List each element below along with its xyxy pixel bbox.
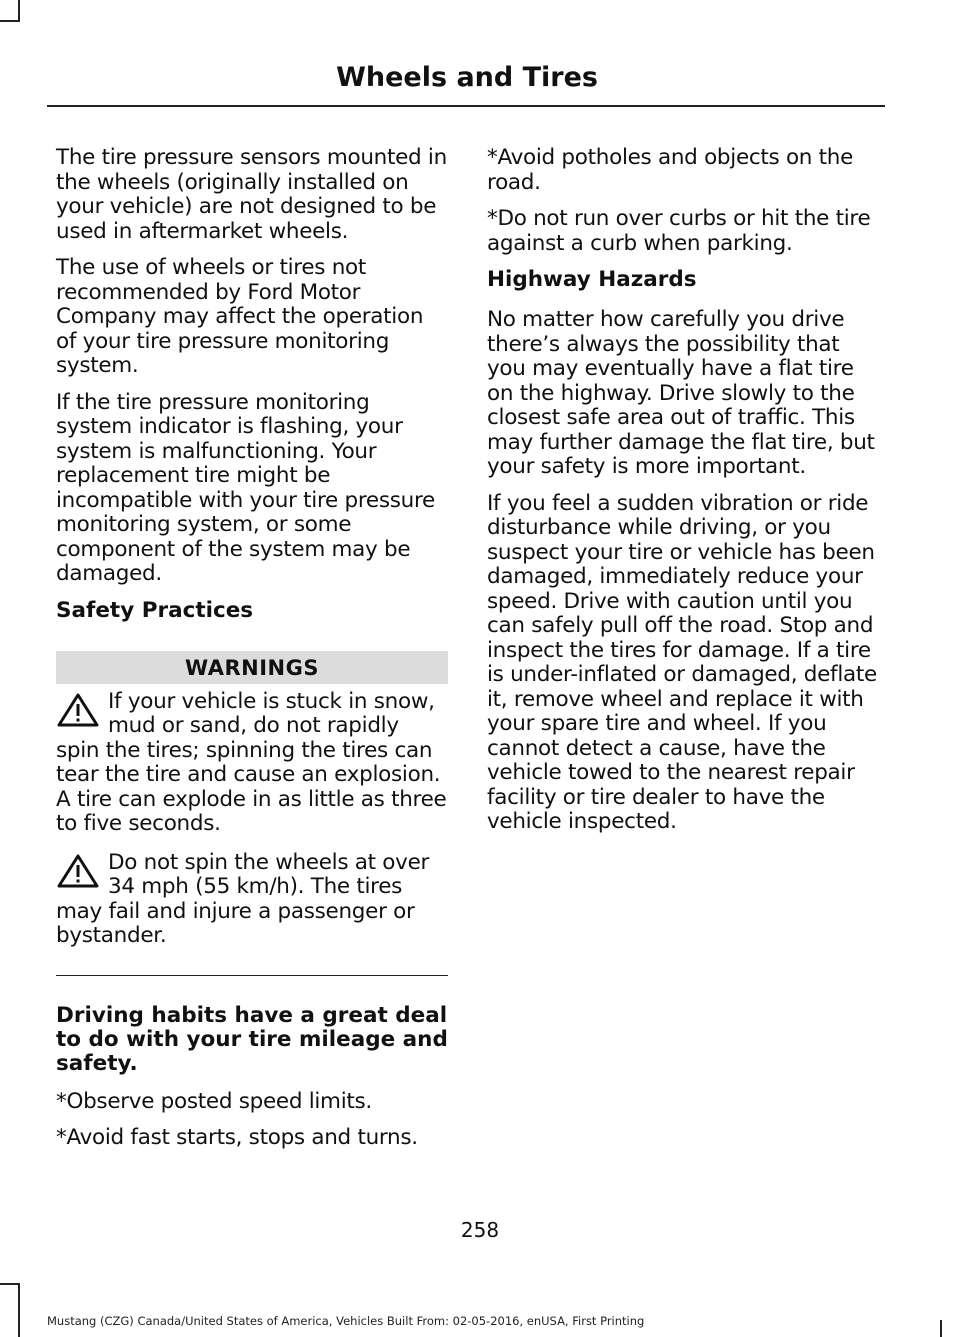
heading-highway-hazards: Highway Hazards bbox=[487, 267, 697, 292]
crop-mark-top-left-v bbox=[18, 0, 20, 22]
tip-fast-starts: *Avoid fast starts, stops and turns. bbox=[56, 1125, 418, 1150]
warning-item-stuck bbox=[56, 690, 448, 837]
heading-driving-habits: Driving habits have a great deal to do with your tire mileage and safety. bbox=[56, 1002, 448, 1076]
paragraph-wheels-not-recommended: The use of wheels or tires not recommended by Ford Motor Company may affect the operation of your tire pressure monitoring system. bbox=[56, 255, 424, 378]
page-header-title: Wheels and Tires bbox=[336, 62, 598, 93]
warning-triangle-icon bbox=[56, 692, 100, 728]
crop-mark-bottom-right-v bbox=[940, 1320, 942, 1337]
paragraph-vibration: If you feel a sudden vibration or ride disturbance while driving, or you suspect your tire or vehicle has been damaged, immediately reduce your speed. Drive with caution until you can safely pull off the road. Stop and inspect the tires for damage. If a tire is under-inflated or damaged, deflate it, remove wheel and replace it with your spare tire and wheel. If you cannot detect a cause, have the vehicle towed to the nearest repair facility or tire dealer to have the vehicle inspected. bbox=[487, 490, 877, 834]
crop-mark-bottom-left-v bbox=[18, 1283, 20, 1337]
paragraph-flat-tire: No matter how carefully you drive there’s always the possibility that you may eventually have a flat tire on the highway. Drive slowly to the closest safe area out of traffic. This may further damage the flat tire, but your safety is more important. bbox=[487, 307, 875, 479]
footer-text: Mustang (CZG) Canada/United States of America, Vehicles Built From: 02-05-2016, enUSA, First Printing bbox=[47, 1314, 645, 1328]
crop-mark-top-left-h bbox=[0, 20, 20, 22]
paragraph-sensors: The tire pressure sensors mounted in the wheels (originally installed on your vehicle) are not designed to be used in aftermarket wheels. bbox=[56, 145, 447, 244]
warning-text-stuck: If your vehicle is stuck in snow, mud or sand, do not rapidly spin the tires; spinning the tires can tear the tire and cause an explosion. A tire can explode in as little as three to five seconds. bbox=[56, 688, 447, 836]
warning-triangle-icon bbox=[56, 853, 100, 889]
page-number: 258 bbox=[460, 1218, 500, 1242]
tip-potholes: *Avoid potholes and objects on the road. bbox=[487, 145, 854, 195]
tip-curbs: *Do not run over curbs or hit the tire against a curb when parking. bbox=[487, 206, 871, 256]
crop-mark-bottom-left-h bbox=[0, 1283, 20, 1285]
warnings-banner: WARNINGS bbox=[56, 651, 448, 684]
warning-text-spin-speed: Do not spin the wheels at over 34 mph (55 km/h). The tires may fail and injure a passenger or bystander. bbox=[56, 849, 430, 948]
tip-speed-limits: *Observe posted speed limits. bbox=[56, 1088, 372, 1114]
warnings-end-divider bbox=[56, 975, 448, 976]
header-divider bbox=[47, 105, 885, 107]
right-column bbox=[487, 146, 882, 847]
warning-item-spin-speed bbox=[56, 851, 448, 949]
left-column bbox=[56, 146, 448, 1163]
heading-safety-practices: Safety Practices bbox=[56, 597, 254, 623]
paragraph-indicator-flashing: If the tire pressure monitoring system indicator is flashing, your system is malfunctioning. Your replacement tire might be incompatible with your tire pressure monitoring system, or some component of the system may be damaged. bbox=[56, 389, 435, 586]
